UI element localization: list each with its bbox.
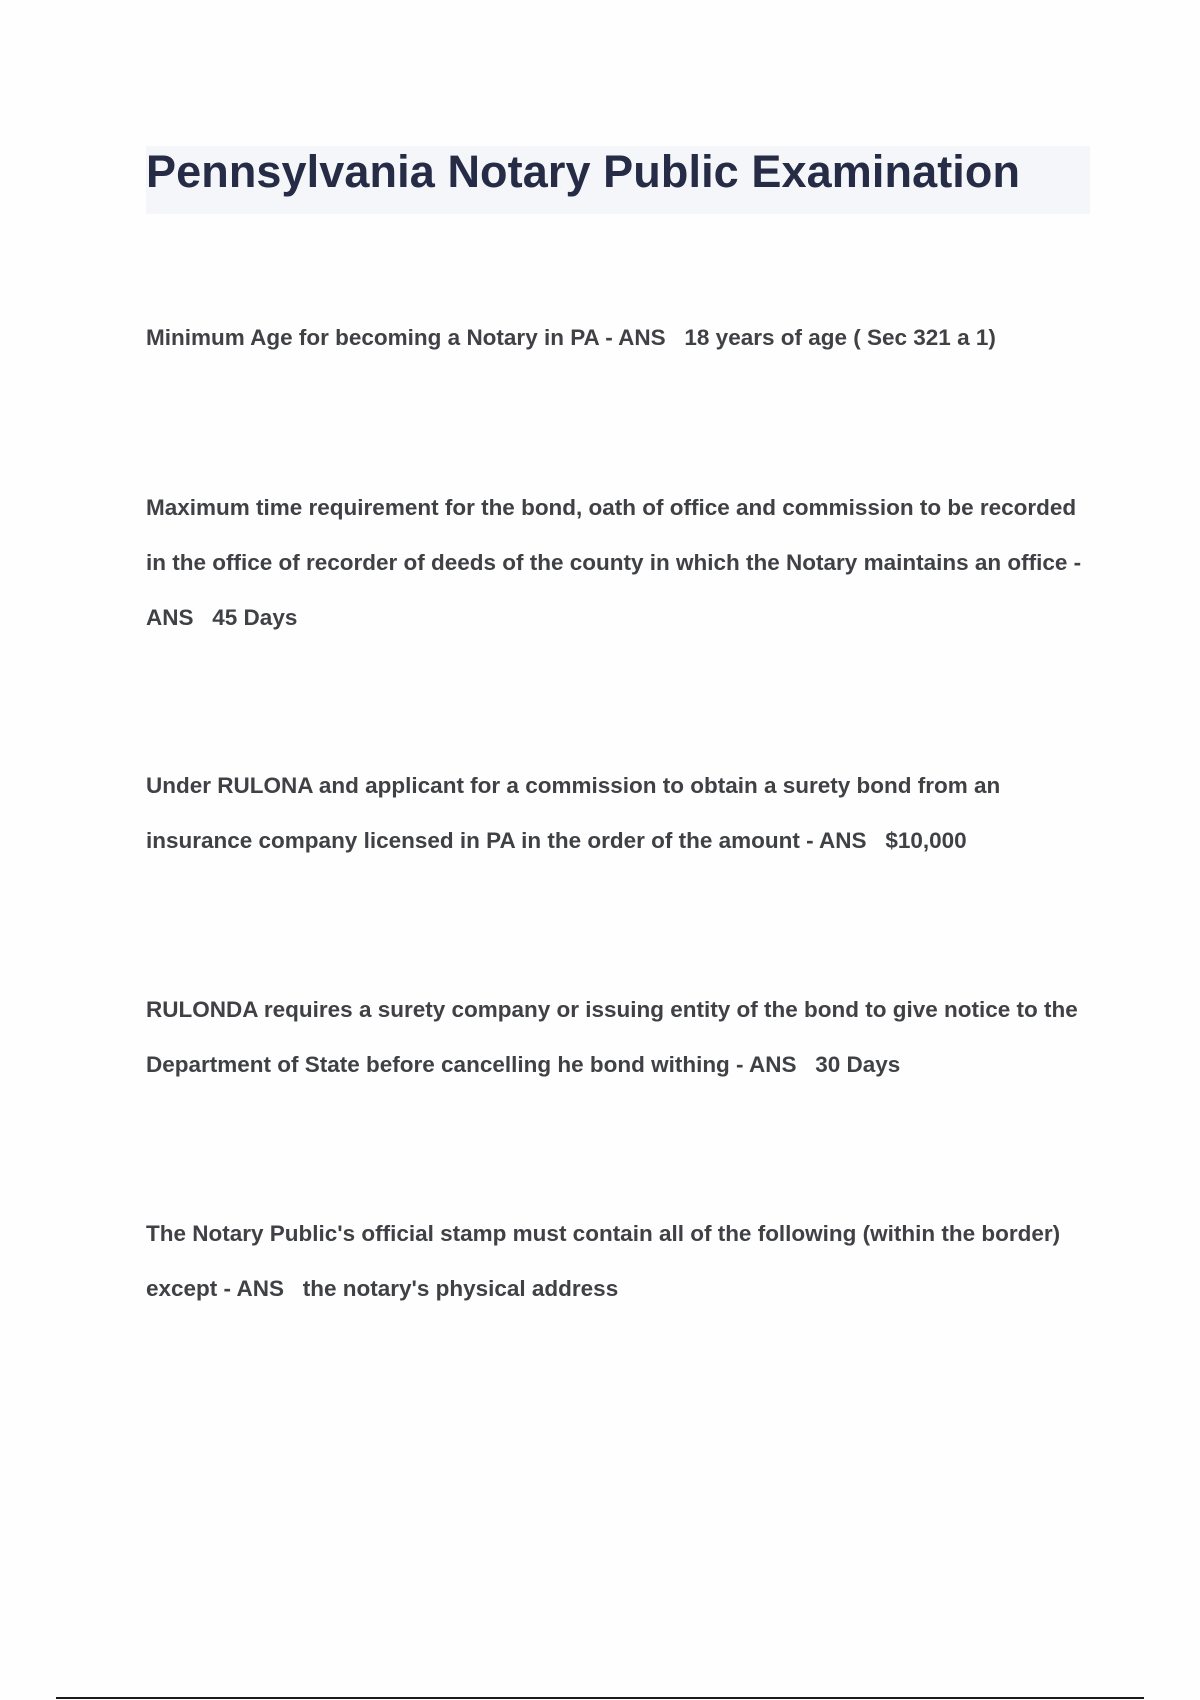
answer-text: the notary's physical address — [302, 1276, 619, 1301]
answer-marker: ANS — [819, 828, 867, 853]
page-title: Pennsylvania Notary Public Examination — [146, 146, 1021, 197]
qa-item — [146, 758, 1096, 868]
answer-marker: ANS — [618, 325, 666, 350]
answer-text: $10,000 — [885, 828, 967, 853]
answer-text: 45 Days — [212, 605, 298, 630]
answer-marker: ANS — [236, 1276, 284, 1301]
question-text: Maximum time requirement for the bond, oath of office and commission to be recorded in the office of recorder of deeds of the county in which the Notary maintains an office - — [146, 495, 1082, 575]
question-text: Minimum Age for becoming a Notary in PA - — [146, 325, 619, 350]
qa-item — [146, 310, 1096, 365]
question-text: The Notary Public's official stamp must contain all of the following (within the border) except - — [146, 1221, 1061, 1301]
answer-text: 18 years of age ( Sec 321 a 1) — [684, 325, 996, 350]
answer-marker: ANS — [146, 605, 194, 630]
footer-divider — [56, 1697, 1144, 1699]
qa-item — [146, 982, 1096, 1092]
qa-item — [146, 480, 1096, 645]
answer-marker: ANS — [748, 1052, 797, 1077]
question-text: RULONDA requires a surety company or issuing entity of the bond to give notice to the Department of State before cancelling he bond withing - — [146, 997, 1078, 1077]
answer-text: 30 Days — [815, 1052, 901, 1077]
question-text: Under RULONA and applicant for a commission to obtain a surety bond from an insurance company licensed in PA in the order of the amount - — [146, 773, 1001, 853]
qa-item — [146, 1206, 1096, 1316]
